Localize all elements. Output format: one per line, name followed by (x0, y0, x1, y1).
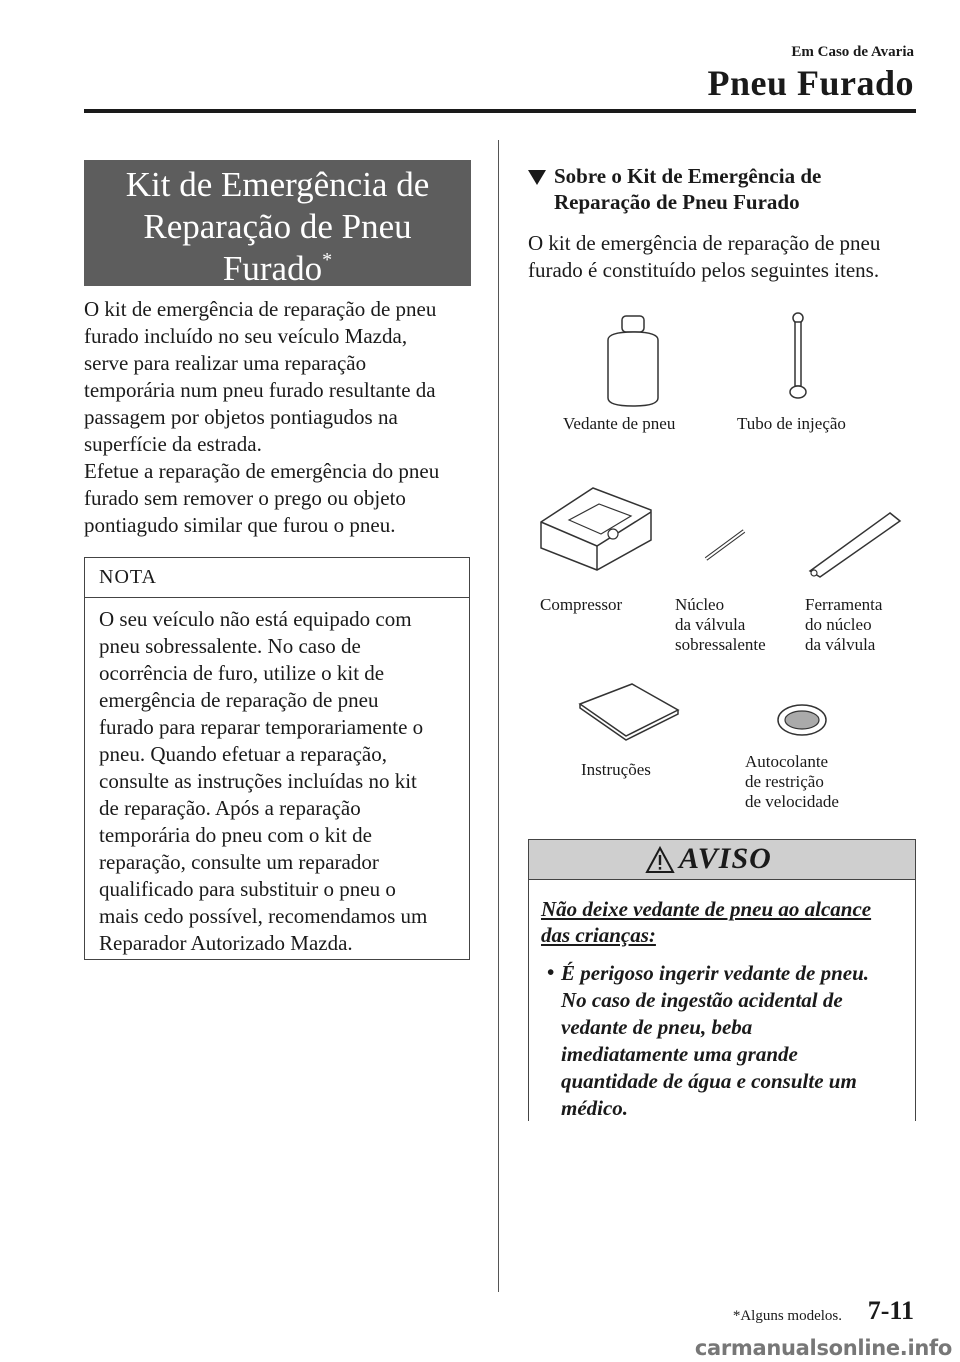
header-rule (84, 109, 916, 113)
intro-line: furado sem remover o prego ou objeto (84, 486, 406, 510)
nota-line: furado para reparar temporariamente o (99, 715, 424, 739)
compressor-icon (535, 482, 655, 574)
nota-line: Reparador Autorizado Mazda. (99, 931, 353, 955)
kit-intro-paragraph (84, 296, 474, 539)
intro-line: O kit de emergência de reparação de pneu (84, 297, 437, 321)
nota-line: O seu veículo não está equipado com (99, 607, 412, 631)
nota-line: temporária do pneu com o kit de (99, 823, 372, 847)
nota-line: ocorrência de furo, utilize o kit de (99, 661, 385, 685)
section-label: Em Caso de Avaria (791, 44, 914, 60)
nota-line: de reparação. Após a reparação (99, 796, 361, 820)
nota-text (99, 606, 461, 957)
about-heading (528, 163, 908, 215)
nota-line: qualificado para substituir o pneu o (99, 877, 396, 901)
instructions-booklet-icon (576, 680, 682, 742)
injection-hose-icon (783, 312, 813, 404)
about-line: O kit de emergência de reparação de pneu (528, 231, 881, 255)
nota-line: consulte as instruções incluídas no kit (99, 769, 417, 793)
caption-instructions: Instruções (581, 760, 651, 779)
aviso-line: vedante de pneu, beba (561, 1015, 753, 1039)
asterisk-mark: * (322, 249, 333, 271)
footnote: *Alguns modelos. (732, 1308, 842, 1324)
intro-line: temporária num pneu furado resultante da (84, 378, 436, 402)
intro-line: Efetue a reparação de emergência do pneu (84, 459, 440, 483)
about-paragraph (528, 230, 918, 284)
nota-line: emergência de reparação de pneu (99, 688, 379, 712)
valve-core-icon (700, 525, 750, 565)
caption-sealant: Vedante de pneu (563, 414, 676, 433)
nota-line: pneu. Quando efetuar a reparação, (99, 742, 388, 766)
about-heading-line-2: Reparação de Pneu Furado (554, 190, 800, 214)
kit-title-line-2: Reparação de Pneu (143, 207, 412, 246)
intro-line: pontiagudo similar que furou o pneu. (84, 513, 396, 537)
nota-line: pneu sobressalente. No caso de (99, 634, 361, 658)
aviso-line: imediatamente uma grande (561, 1042, 798, 1066)
aviso-subtitle: Não deixe vedante de pneu ao alcance das crianças: (541, 897, 872, 947)
nota-title: NOTA (99, 566, 157, 588)
speed-sticker-icon (776, 702, 828, 738)
caption-speed-sticker: Autocolante de restrição de velocidade (745, 752, 839, 811)
caption-valve-tool: Ferramenta do núcleo da válvula (805, 595, 883, 654)
nota-box (84, 557, 470, 960)
aviso-text (561, 960, 906, 1122)
watermark-text: carmanualsonline.info (694, 1336, 952, 1360)
aviso-line: No caso de ingestão acidental de (561, 988, 843, 1012)
kit-title-line-1: Kit de Emergência de (125, 165, 430, 204)
aviso-line: quantidade de água e consulte um (561, 1069, 857, 1093)
aviso-header (529, 840, 915, 880)
page-number: 7-11 (867, 1296, 914, 1325)
sealant-bottle-icon (598, 310, 668, 410)
intro-line: serve para realizar uma reparação (84, 351, 367, 375)
intro-line: passagem por objetos pontiagudos na (84, 405, 398, 429)
kit-title-box (84, 160, 471, 286)
bullet-icon: • (547, 960, 555, 984)
nota-line: mais cedo possível, recomendamos um (99, 904, 428, 928)
intro-line: furado incluído no seu veículo Mazda, (84, 324, 408, 348)
caption-hose: Tubo de injeção (737, 414, 846, 433)
about-line: furado é constituído pelos seguintes itens. (528, 258, 880, 282)
about-heading-line-1: Sobre o Kit de Emergência de (554, 164, 822, 188)
aviso-line: É perigoso ingerir vedante de pneu. (561, 961, 869, 985)
caption-valve-core: Núcleo da válvula sobressalente (675, 595, 766, 654)
column-divider (498, 140, 499, 1292)
valve-core-tool-icon (800, 505, 910, 579)
caption-compressor: Compressor (540, 595, 623, 614)
nota-header (85, 558, 469, 598)
aviso-line: médico. (561, 1096, 629, 1120)
page-title: Pneu Furado (707, 63, 914, 103)
aviso-title: AVISO (679, 842, 772, 875)
nota-line: reparação, consulte um reparador (99, 850, 379, 874)
kit-title-line-3: Furado* (222, 249, 333, 288)
warning-icon (645, 846, 675, 874)
intro-line: superfície da estrada. (84, 432, 262, 456)
aviso-box (528, 839, 916, 1121)
